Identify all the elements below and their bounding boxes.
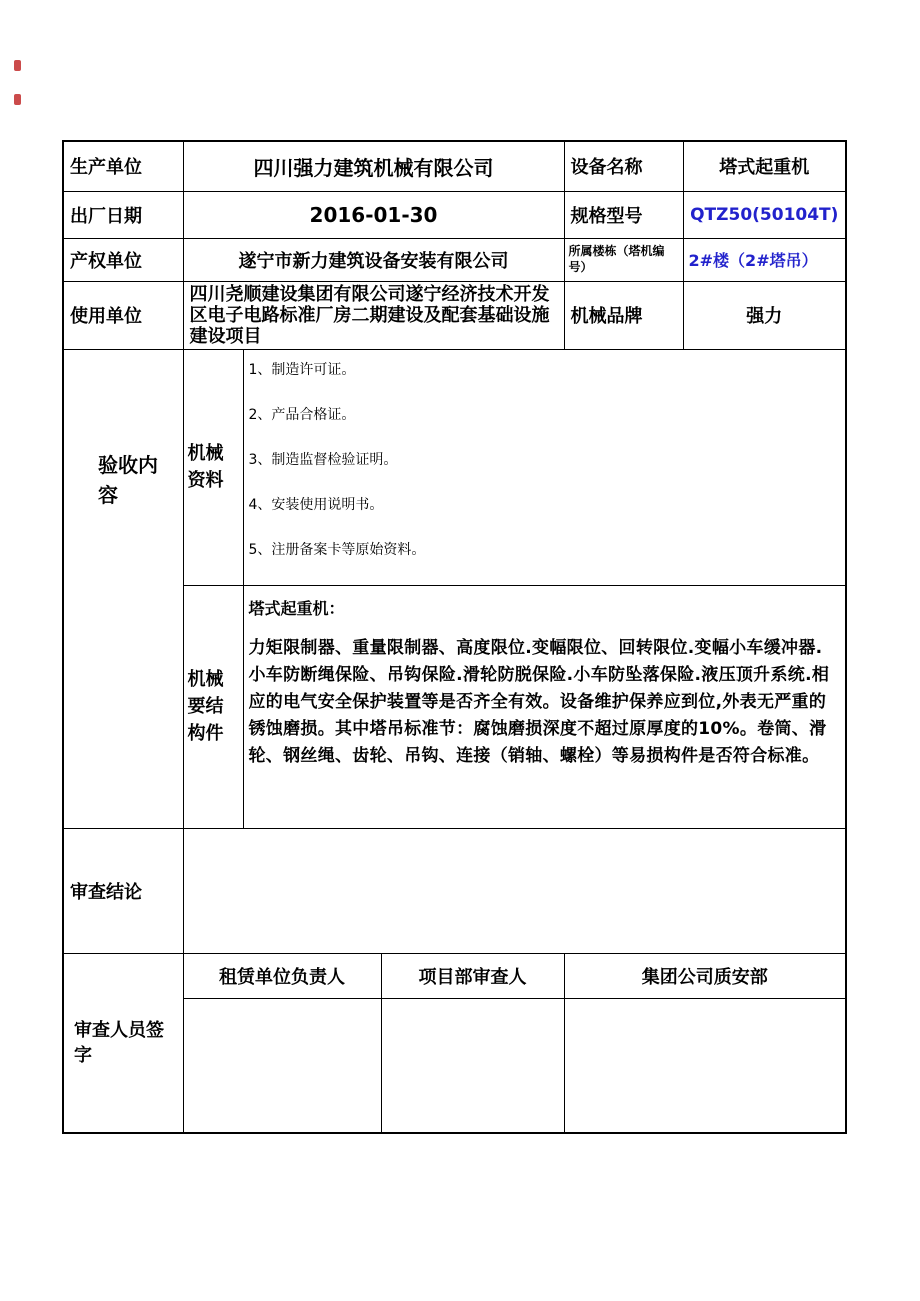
- sig-col-group: 集团公司质安部: [564, 953, 846, 998]
- materials-item: 3、制造监督检验证明。: [248, 451, 398, 468]
- conclusion-input-area[interactable]: [183, 828, 846, 953]
- device-name-value: 塔式起重机: [683, 141, 846, 191]
- structure-content: [243, 585, 846, 828]
- signature-area-group[interactable]: [564, 998, 846, 1133]
- producer-label: 生产单位: [63, 141, 183, 191]
- brand-label: 机械品牌: [564, 281, 683, 349]
- materials-item: 5、注册备案卡等原始资料。: [248, 541, 426, 558]
- sig-col-lessor: 租赁单位负责人: [183, 953, 381, 998]
- building-label: 所属楼栋（塔机编号）: [564, 238, 683, 281]
- structure-body: 力矩限制器、重量限制器、高度限位.变幅限位、回转限位.变幅小车缓冲器.小车防断绳保险、吊钩保险.滑轮防脱保险.小车防坠落保险.液压顶升系统.相应的电气安全保护装置等是否齐全有效。设备维护保养应到位,外表无严重的锈蚀磨损。其中塔吊标准节：腐蚀磨损深度不超过原厚度的10%。卷筒、滑轮、钢丝绳、齿轮、吊钩、连接（销轴、螺栓）等易损构件是否符合标准。: [248, 637, 830, 766]
- sig-col-project: 项目部审查人: [381, 953, 564, 998]
- producer-value: 四川强力建筑机械有限公司: [183, 141, 564, 191]
- revision-mark: [14, 94, 21, 105]
- structure-label: 机械要结构件: [183, 585, 243, 828]
- revision-mark: [14, 60, 21, 71]
- owner-value: 遂宁市新力建筑设备安装有限公司: [183, 238, 564, 281]
- device-name-label: 设备名称: [564, 141, 683, 191]
- factory-date-label: 出厂日期: [63, 191, 183, 238]
- materials-label: 机械资料: [183, 349, 243, 585]
- user-unit-label: 使用单位: [63, 281, 183, 349]
- equipment-acceptance-form: [62, 140, 847, 1134]
- signature-area-project[interactable]: [381, 998, 564, 1133]
- materials-item: 1、制造许可证。: [248, 361, 356, 378]
- brand-value: 强力: [683, 281, 846, 349]
- acceptance-section-cell: [63, 349, 183, 828]
- owner-label: 产权单位: [63, 238, 183, 281]
- user-unit-value: 四川尧顺建设集团有限公司遂宁经济技术开发区电子电路标准厂房二期建设及配套基础设施建设项目: [183, 281, 564, 349]
- model-value: QTZ50(50104T): [683, 191, 846, 238]
- signature-area-lessor[interactable]: [183, 998, 381, 1133]
- model-label: 规格型号: [564, 191, 683, 238]
- building-value: 2#楼（2#塔吊）: [683, 238, 846, 281]
- materials-item: 4、安装使用说明书。: [248, 496, 384, 513]
- acceptance-section-label: 验收内容: [98, 452, 158, 507]
- factory-date-value: 2016-01-30: [183, 191, 564, 238]
- sign-label: 审查人员签字: [74, 1019, 164, 1066]
- conclusion-label: 审查结论: [63, 828, 183, 953]
- materials-item: 2、产品合格证。: [248, 406, 356, 423]
- sign-label-cell: [63, 953, 183, 1133]
- structure-title: 塔式起重机：: [248, 598, 345, 618]
- materials-list: [243, 349, 846, 585]
